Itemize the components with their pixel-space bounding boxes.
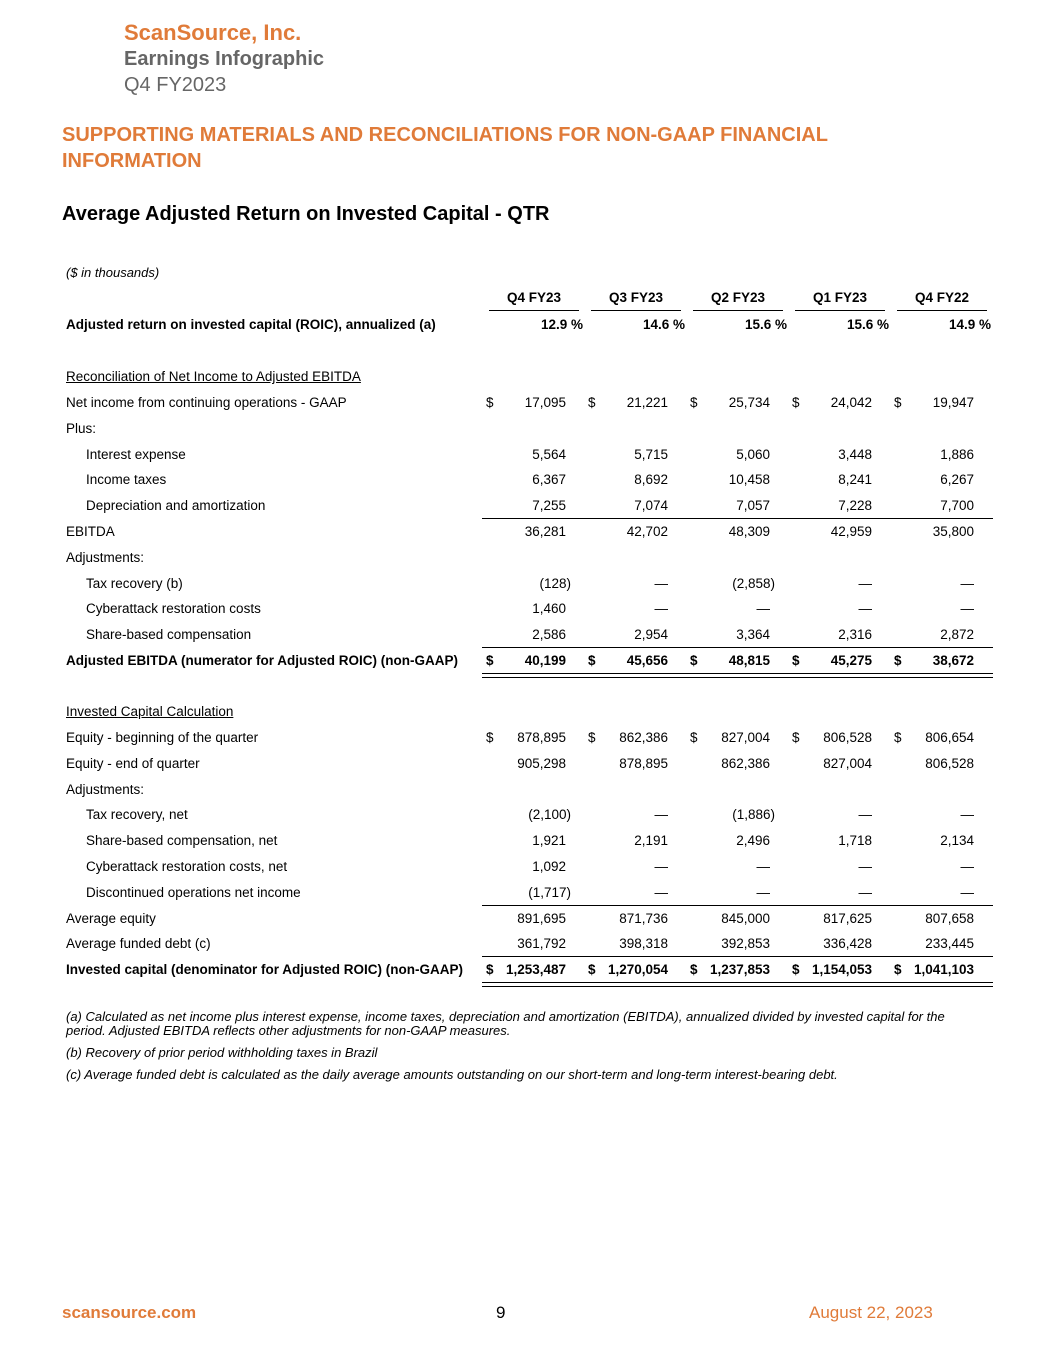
value-cell: 2,134: [940, 833, 974, 849]
currency-symbol: $: [588, 730, 596, 745]
column-header: Q1 FY23: [795, 286, 885, 311]
row-label: Net income from continuing operations - GAAP: [66, 395, 347, 410]
row-label: Adjusted EBITDA (numerator for Adjusted ROIC) (non-GAAP): [66, 653, 458, 668]
value-cell: 48,309: [728, 524, 770, 539]
table-row: [66, 493, 996, 519]
table-row: [66, 751, 996, 777]
row-label: Discontinued operations net income: [86, 884, 301, 900]
subtotal-rule: [482, 905, 993, 906]
value-cell: 7,228: [838, 498, 872, 514]
total-double-rule: [482, 673, 993, 678]
section-heading: Reconciliation of Net Income to Adjusted EBITDA: [66, 369, 361, 384]
footnote: (a) Calculated as net income plus interest expense, income taxes, depreciation and amortization (EBITDA), annualized divided by invested capital for the period. Adjusted EBITDA reflects other adjustments for non-GAAP measures.: [66, 1009, 945, 1038]
value-cell: 25,734: [728, 395, 770, 410]
value-cell: 7,700: [940, 498, 974, 514]
roic-value: 15.6 %: [846, 317, 889, 332]
section-heading: Invested Capital Calculation: [66, 704, 234, 719]
value-cell: 17,095: [524, 395, 566, 410]
value-cell: 2,586: [532, 627, 566, 643]
footer-date: August 22, 2023: [809, 1303, 933, 1322]
value-cell: 1,253,487: [505, 962, 566, 978]
value-cell: 807,658: [925, 910, 974, 926]
column-header: Q4 FY23: [489, 286, 579, 311]
column-header: Q4 FY22: [897, 286, 987, 311]
currency-symbol: $: [792, 653, 800, 668]
value-cell: —: [654, 884, 668, 900]
table-row: [66, 467, 996, 493]
value-cell: 1,921: [532, 833, 566, 849]
value-cell: —: [858, 807, 872, 823]
row-label: Average funded debt (c): [66, 936, 211, 952]
table-row: [66, 622, 996, 648]
row-label: Share-based compensation: [86, 627, 252, 643]
roic-value: 15.6 %: [744, 317, 787, 332]
value-cell: 1,718: [838, 833, 872, 849]
value-cell: —: [960, 601, 974, 617]
value-cell: (128): [539, 575, 571, 591]
report-subtitle: Earnings Infographic: [124, 48, 325, 70]
value-cell: 1,154,053: [811, 962, 872, 978]
currency-symbol: $: [588, 653, 596, 668]
column-header: Q2 FY23: [693, 286, 783, 311]
currency-symbol: $: [588, 962, 596, 978]
value-cell: 336,428: [823, 936, 872, 952]
value-cell: 2,316: [838, 627, 872, 643]
value-cell: 806,528: [925, 755, 974, 771]
section-heading-row: [66, 364, 996, 390]
currency-symbol: $: [792, 730, 800, 745]
subtotal-rule: [482, 956, 993, 957]
value-cell: 1,092: [532, 859, 566, 874]
value-cell: 806,528: [823, 730, 872, 745]
value-cell: 42,959: [830, 524, 872, 539]
currency-symbol: $: [486, 395, 494, 410]
value-cell: 5,564: [532, 446, 566, 462]
table-row: [66, 777, 996, 803]
table-row: [66, 648, 996, 674]
value-cell: 19,947: [932, 395, 974, 410]
value-cell: —: [960, 807, 974, 823]
currency-symbol: $: [894, 395, 902, 410]
row-label: Invested capital (denominator for Adjusted ROIC) (non-GAAP): [66, 962, 464, 978]
footnote: (c) Average funded debt is calculated as the daily average amounts outstanding on our short-term and long-term interest-bearing debt.: [66, 1067, 838, 1082]
row-label: Income taxes: [86, 472, 167, 488]
table-row: [66, 596, 996, 622]
value-cell: —: [756, 601, 770, 617]
row-label: Adjustments:: [66, 549, 145, 565]
value-cell: 806,654: [925, 730, 974, 745]
value-cell: 36,281: [524, 524, 566, 539]
row-label: Cyberattack restoration costs, net: [86, 859, 288, 874]
table-row: [66, 442, 996, 468]
currency-symbol: $: [894, 962, 902, 978]
value-cell: 398,318: [619, 936, 668, 952]
table-row: [66, 854, 996, 880]
value-cell: 392,853: [721, 936, 770, 952]
value-cell: —: [654, 575, 668, 591]
row-label: Interest expense: [86, 446, 186, 462]
row-label: Equity - beginning of the quarter: [66, 730, 259, 745]
value-cell: 35,800: [932, 524, 974, 539]
value-cell: 7,057: [736, 498, 770, 514]
value-cell: (1,886): [732, 807, 775, 823]
value-cell: 233,445: [925, 936, 974, 952]
report-period: Q4 FY2023: [124, 74, 227, 96]
value-cell: 3,448: [838, 446, 872, 462]
row-label: Adjusted return on invested capital (ROIC), annualized (a): [66, 317, 436, 332]
table-row: [66, 931, 996, 957]
value-cell: 21,221: [626, 395, 668, 410]
section-heading-row: [66, 699, 996, 725]
currency-symbol: $: [486, 730, 494, 745]
value-cell: 1,237,853: [709, 962, 770, 978]
table-row: [66, 725, 996, 751]
value-cell: 40,199: [524, 653, 566, 668]
row-label: Adjustments:: [66, 781, 145, 797]
value-cell: —: [960, 575, 974, 591]
table-row: [66, 416, 996, 442]
subtotal-rule: [482, 647, 993, 648]
table-row: [66, 571, 996, 597]
table-row: [66, 957, 996, 983]
currency-symbol: $: [486, 962, 494, 978]
value-cell: 1,460: [532, 601, 566, 617]
value-cell: 827,004: [823, 755, 872, 771]
value-cell: 48,815: [728, 653, 770, 668]
value-cell: 878,895: [619, 755, 668, 771]
value-cell: —: [654, 807, 668, 823]
value-cell: 871,736: [619, 910, 668, 926]
value-cell: 45,275: [830, 653, 872, 668]
value-cell: —: [960, 859, 974, 874]
company-name: ScanSource, Inc.: [124, 20, 302, 45]
total-double-rule: [482, 982, 993, 987]
value-cell: 24,042: [830, 395, 872, 410]
footnotes: [66, 1010, 986, 1090]
value-cell: 7,074: [634, 498, 668, 514]
value-cell: 42,702: [626, 524, 668, 539]
value-cell: 817,625: [823, 910, 872, 926]
value-cell: 862,386: [721, 755, 770, 771]
currency-symbol: $: [690, 395, 698, 410]
row-label: Cyberattack restoration costs: [86, 601, 261, 617]
value-cell: 878,895: [517, 730, 566, 745]
value-cell: —: [858, 884, 872, 900]
column-header: Q3 FY23: [591, 286, 681, 311]
page-number: 9: [496, 1303, 506, 1322]
value-cell: 862,386: [619, 730, 668, 745]
value-cell: 2,872: [940, 627, 974, 643]
table-row: [66, 802, 996, 828]
row-label: Tax recovery, net: [86, 807, 188, 823]
row-label: Average equity: [66, 910, 156, 926]
value-cell: 38,672: [932, 653, 974, 668]
value-cell: —: [756, 884, 770, 900]
row-label: Depreciation and amortization: [86, 498, 266, 514]
value-cell: 2,191: [634, 833, 668, 849]
value-cell: 5,715: [634, 446, 668, 462]
table-row: [66, 519, 996, 545]
row-label: EBITDA: [66, 524, 115, 539]
column-header-row: [66, 286, 996, 312]
section-title: SUPPORTING MATERIALS AND RECONCILIATIONS FOR NON-GAAP FINANCIAL INFORMATION: [62, 124, 828, 172]
value-cell: 45,656: [626, 653, 668, 668]
currency-symbol: $: [792, 395, 800, 410]
roic-value: 14.6 %: [642, 317, 685, 332]
units-note: ($ in thousands): [66, 265, 160, 280]
roic-value: 12.9 %: [540, 317, 583, 332]
value-cell: 3,364: [736, 627, 770, 643]
subtotal-rule: [482, 518, 993, 519]
value-cell: —: [960, 884, 974, 900]
value-cell: 1,886: [940, 446, 974, 462]
table-row: [66, 906, 996, 932]
currency-symbol: $: [690, 730, 698, 745]
currency-symbol: $: [588, 395, 596, 410]
table-title: Average Adjusted Return on Invested Capital - QTR: [62, 203, 550, 225]
value-cell: 1,270,054: [607, 962, 668, 978]
value-cell: 8,692: [634, 472, 668, 488]
value-cell: —: [858, 859, 872, 874]
value-cell: 5,060: [736, 446, 770, 462]
value-cell: 827,004: [721, 730, 770, 745]
value-cell: 845,000: [721, 910, 770, 926]
footnote: (b) Recovery of prior period withholding taxes in Brazil: [66, 1045, 378, 1060]
value-cell: 905,298: [517, 755, 566, 771]
row-label: Tax recovery (b): [86, 575, 183, 591]
value-cell: (2,100): [528, 807, 571, 823]
value-cell: 6,267: [940, 472, 974, 488]
value-cell: 361,792: [517, 936, 566, 952]
currency-symbol: $: [894, 653, 902, 668]
value-cell: —: [858, 601, 872, 617]
value-cell: 2,496: [736, 833, 770, 849]
value-cell: —: [654, 859, 668, 874]
value-cell: 2,954: [634, 627, 668, 643]
currency-symbol: $: [486, 653, 494, 668]
table-row: [66, 545, 996, 571]
value-cell: 891,695: [517, 910, 566, 926]
row-label: Plus:: [66, 420, 97, 436]
currency-symbol: $: [894, 730, 902, 745]
value-cell: 8,241: [838, 472, 872, 488]
value-cell: 7,255: [532, 498, 566, 514]
table-row: [66, 390, 996, 416]
value-cell: —: [756, 859, 770, 874]
value-cell: 6,367: [532, 472, 566, 488]
roic-value: 14.9 %: [948, 317, 991, 332]
roic-row: [66, 312, 996, 338]
value-cell: —: [654, 601, 668, 617]
table-row: [66, 880, 996, 906]
value-cell: (1,717): [528, 884, 571, 900]
row-label: Equity - end of quarter: [66, 755, 200, 771]
table-row: [66, 828, 996, 854]
currency-symbol: $: [792, 962, 800, 978]
row-label: Share-based compensation, net: [86, 833, 278, 849]
value-cell: —: [858, 575, 872, 591]
currency-symbol: $: [690, 962, 698, 978]
value-cell: (2,858): [732, 575, 775, 591]
value-cell: 1,041,103: [913, 962, 974, 978]
footer-website: scansource.com: [62, 1303, 197, 1322]
currency-symbol: $: [690, 653, 698, 668]
value-cell: 10,458: [728, 472, 770, 488]
